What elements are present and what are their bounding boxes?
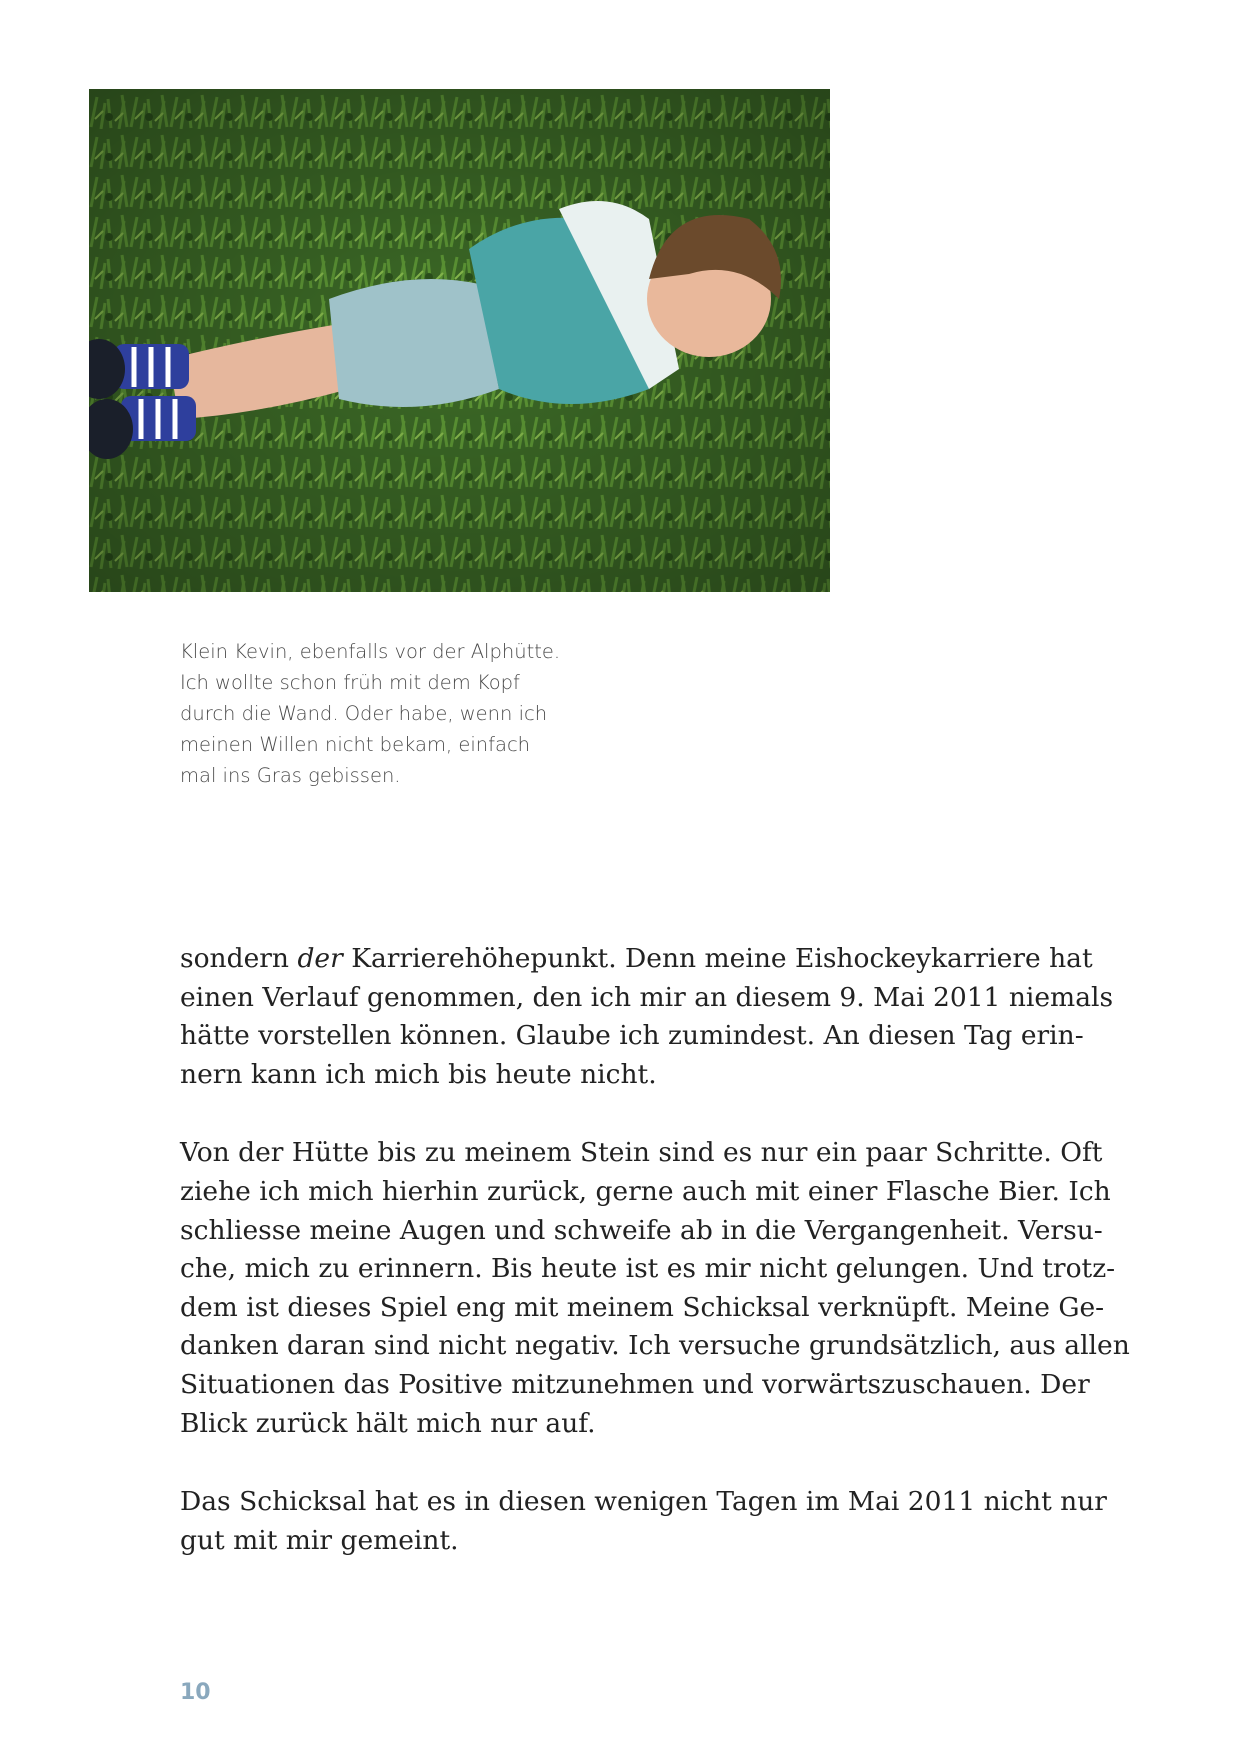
text-run: sondern xyxy=(180,943,298,974)
paragraph-line: einen Verlauf genommen, den ich mir an diesem 9. Mai 2011 niemals xyxy=(180,981,1114,1013)
paragraph-line: Situationen das Positive mitzunehmen und vorwärtszuschauen. Der xyxy=(180,1368,1090,1400)
caption-line: durch die Wand. Oder habe, wenn ich xyxy=(180,702,548,725)
paragraph-line xyxy=(180,940,1093,979)
paragraph-line: gut mit mir gemeint. xyxy=(180,1524,459,1556)
paragraph-line: Von der Hütte bis zu meinem Stein sind es nur ein paar Schritte. Oft xyxy=(180,1137,1103,1169)
body-text xyxy=(180,940,1130,1600)
page-number: 10 xyxy=(180,1680,211,1705)
emphasis: der xyxy=(297,943,343,974)
paragraph-line: danken daran sind nicht negativ. Ich versuche grundsätzlich, aus allen xyxy=(180,1330,1130,1362)
caption-line: Klein Kevin, ebenfalls vor der Alphütte. xyxy=(180,640,561,663)
caption-line: Ich wollte schon früh mit dem Kopf xyxy=(180,671,520,694)
paragraph-line: Blick zurück hält mich nur auf. xyxy=(180,1407,596,1439)
paragraph-2 xyxy=(180,1134,1130,1443)
photo-caption xyxy=(180,636,650,791)
paragraph-line: dem ist dieses Spiel eng mit meinem Schicksal verknüpft. Meine Ge- xyxy=(180,1291,1105,1323)
paragraph-line: che, mich zu erinnern. Bis heute ist es mir nicht gelungen. Und trotz- xyxy=(180,1253,1116,1285)
paragraph-1 xyxy=(180,940,1114,1094)
caption-line: mal ins Gras gebissen. xyxy=(180,764,401,787)
paragraph-line: ziehe ich mich hierhin zurück, gerne auch mit einer Flasche Bier. Ich xyxy=(180,1175,1111,1207)
photo xyxy=(89,89,830,592)
paragraph-line: hätte vorstellen können. Glaube ich zumindest. An diesen Tag erin- xyxy=(180,1020,1084,1052)
caption-line: meinen Willen nicht bekam, einfach xyxy=(180,733,531,756)
paragraph-line: schliesse meine Augen und schweife ab in die Vergangenheit. Versu- xyxy=(180,1214,1103,1246)
paragraph-line: nern kann ich mich bis heute nicht. xyxy=(180,1058,657,1090)
text-run: Karrierehöhepunkt. Denn meine Eishockeykarriere hat xyxy=(342,943,1093,974)
photo-child-lying-in-grass-icon xyxy=(89,89,830,592)
paragraph-line: Das Schicksal hat es in diesen wenigen Tagen im Mai 2011 nicht nur xyxy=(180,1486,1107,1518)
paragraph-3 xyxy=(180,1483,1107,1560)
